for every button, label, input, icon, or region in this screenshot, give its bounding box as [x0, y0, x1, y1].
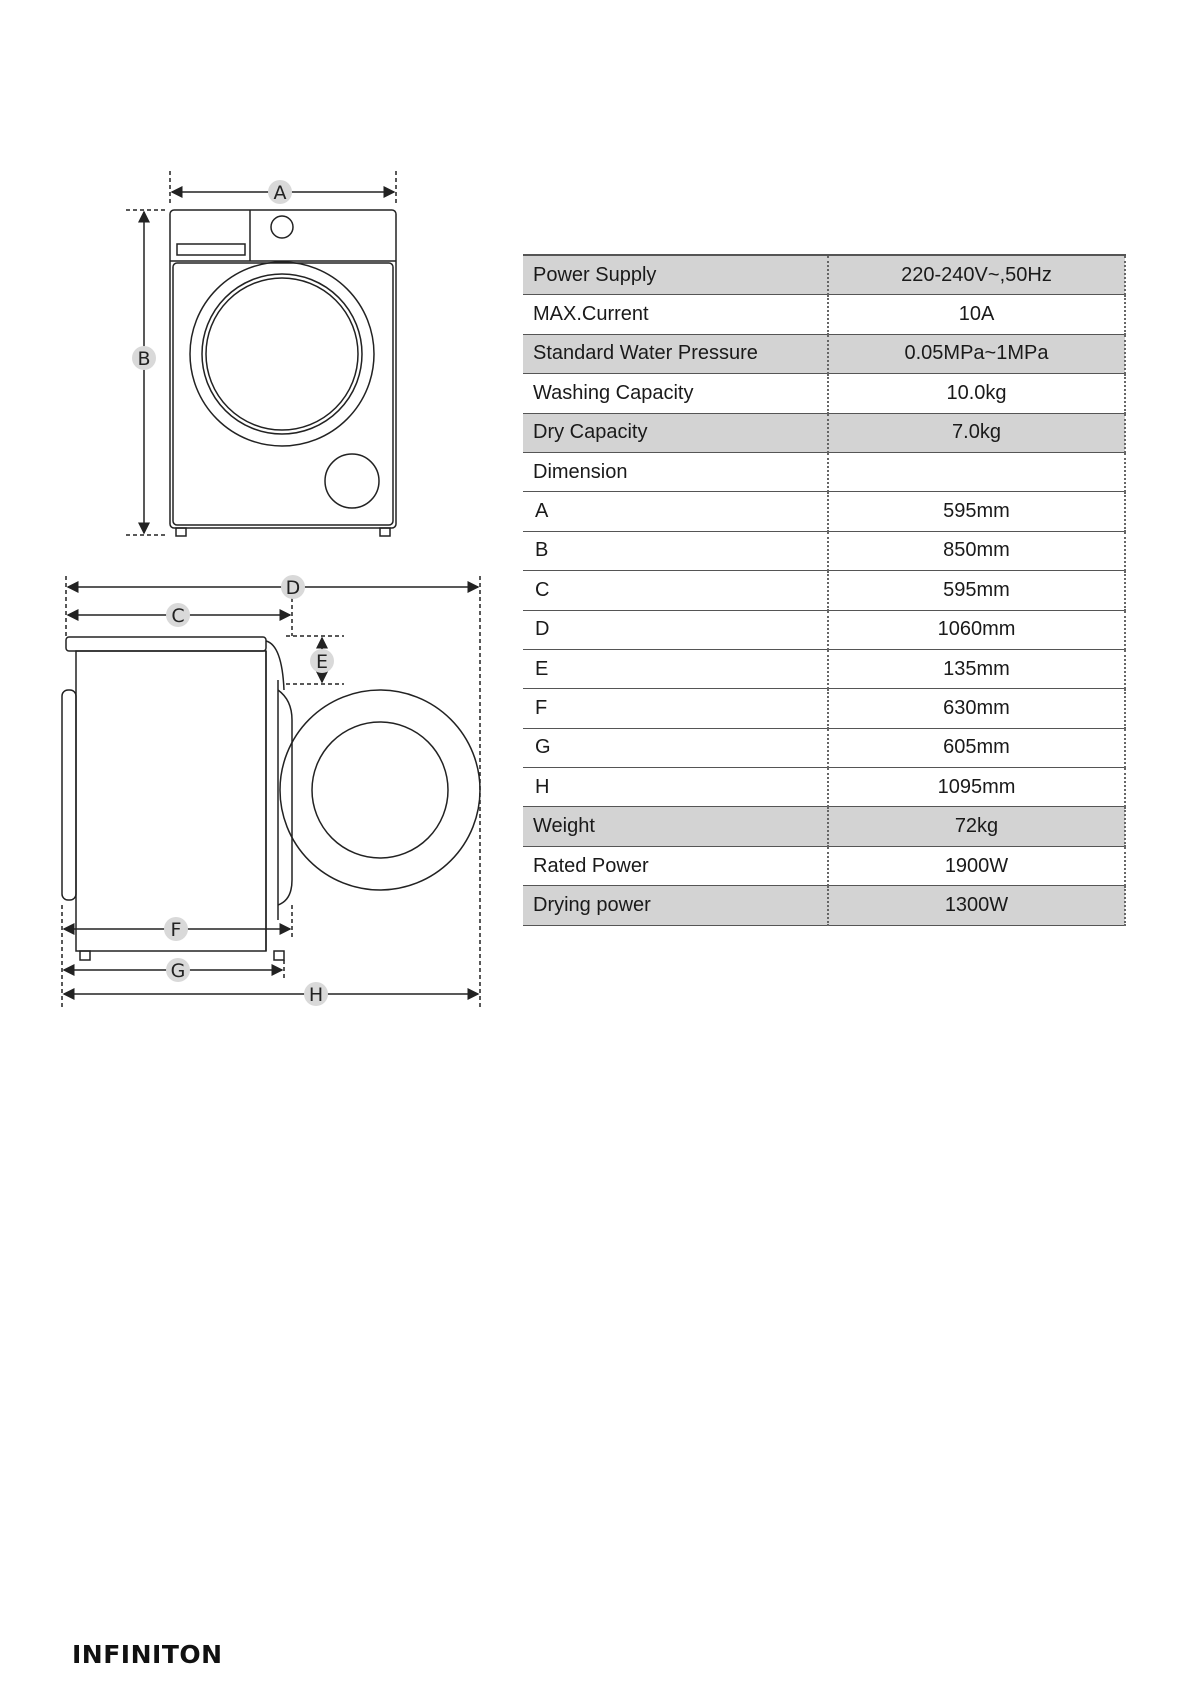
spec-value: 135mm [828, 649, 1125, 688]
spec-row-rated-power [523, 846, 1125, 885]
spec-value: 220-240V~,50Hz [828, 255, 1125, 295]
spec-row-dim-e [523, 649, 1125, 688]
label-e: E [315, 651, 329, 673]
front-view [126, 171, 396, 536]
spec-value: 1060mm [828, 610, 1125, 649]
label-h: H [308, 984, 324, 1006]
spec-row-drying-power [523, 886, 1125, 925]
spec-label: Weight [523, 807, 828, 846]
spec-row-dim-f [523, 689, 1125, 728]
label-c: C [171, 605, 185, 627]
spec-label: MAX.Current [523, 295, 828, 334]
spec-row-dimension [523, 452, 1125, 491]
spec-row-dim-h [523, 768, 1125, 807]
label-d: D [285, 577, 301, 599]
spec-row-dim-d [523, 610, 1125, 649]
spec-value: 0.05MPa~1MPa [828, 334, 1125, 373]
brand-logo: INFINITON [72, 1640, 223, 1669]
spec-value: 595mm [828, 492, 1125, 531]
spec-value [828, 452, 1125, 491]
spec-row-dim-g [523, 728, 1125, 767]
spec-label: D [523, 610, 828, 649]
spec-row-max-current [523, 295, 1125, 334]
label-g: G [170, 960, 186, 982]
label-b: B [137, 348, 151, 370]
side-view [62, 576, 480, 1010]
spec-value: 850mm [828, 531, 1125, 570]
spec-label: C [523, 571, 828, 610]
spec-value: 1900W [828, 846, 1125, 885]
spec-row-weight [523, 807, 1125, 846]
spec-label: Dry Capacity [523, 413, 828, 452]
spec-row-water-pressure [523, 334, 1125, 373]
dimension-diagram [0, 0, 500, 1020]
dimension-labels [132, 180, 334, 1006]
spec-label: Power Supply [523, 255, 828, 295]
spec-row-dry-capacity [523, 413, 1125, 452]
label-f: F [170, 919, 182, 941]
spec-label: Dimension [523, 452, 828, 491]
spec-value: 72kg [828, 807, 1125, 846]
spec-row-washing-capacity [523, 374, 1125, 413]
spec-value: 595mm [828, 571, 1125, 610]
spec-label: Standard Water Pressure [523, 334, 828, 373]
spec-label: F [523, 689, 828, 728]
spec-label: B [523, 531, 828, 570]
spec-label: Rated Power [523, 846, 828, 885]
spec-label: G [523, 728, 828, 767]
spec-value: 1300W [828, 886, 1125, 925]
spec-row-power-supply [523, 255, 1125, 295]
spec-row-dim-b [523, 531, 1125, 570]
spec-label: Washing Capacity [523, 374, 828, 413]
spec-value: 605mm [828, 728, 1125, 767]
spec-label: E [523, 649, 828, 688]
spec-value: 7.0kg [828, 413, 1125, 452]
spec-label: H [523, 768, 828, 807]
label-a: A [273, 182, 287, 204]
spec-row-dim-c [523, 571, 1125, 610]
spec-label: A [523, 492, 828, 531]
spec-table [523, 254, 1126, 926]
spec-value: 1095mm [828, 768, 1125, 807]
spec-label: Drying power [523, 886, 828, 925]
spec-row-dim-a [523, 492, 1125, 531]
spec-value: 630mm [828, 689, 1125, 728]
spec-value: 10.0kg [828, 374, 1125, 413]
spec-value: 10A [828, 295, 1125, 334]
